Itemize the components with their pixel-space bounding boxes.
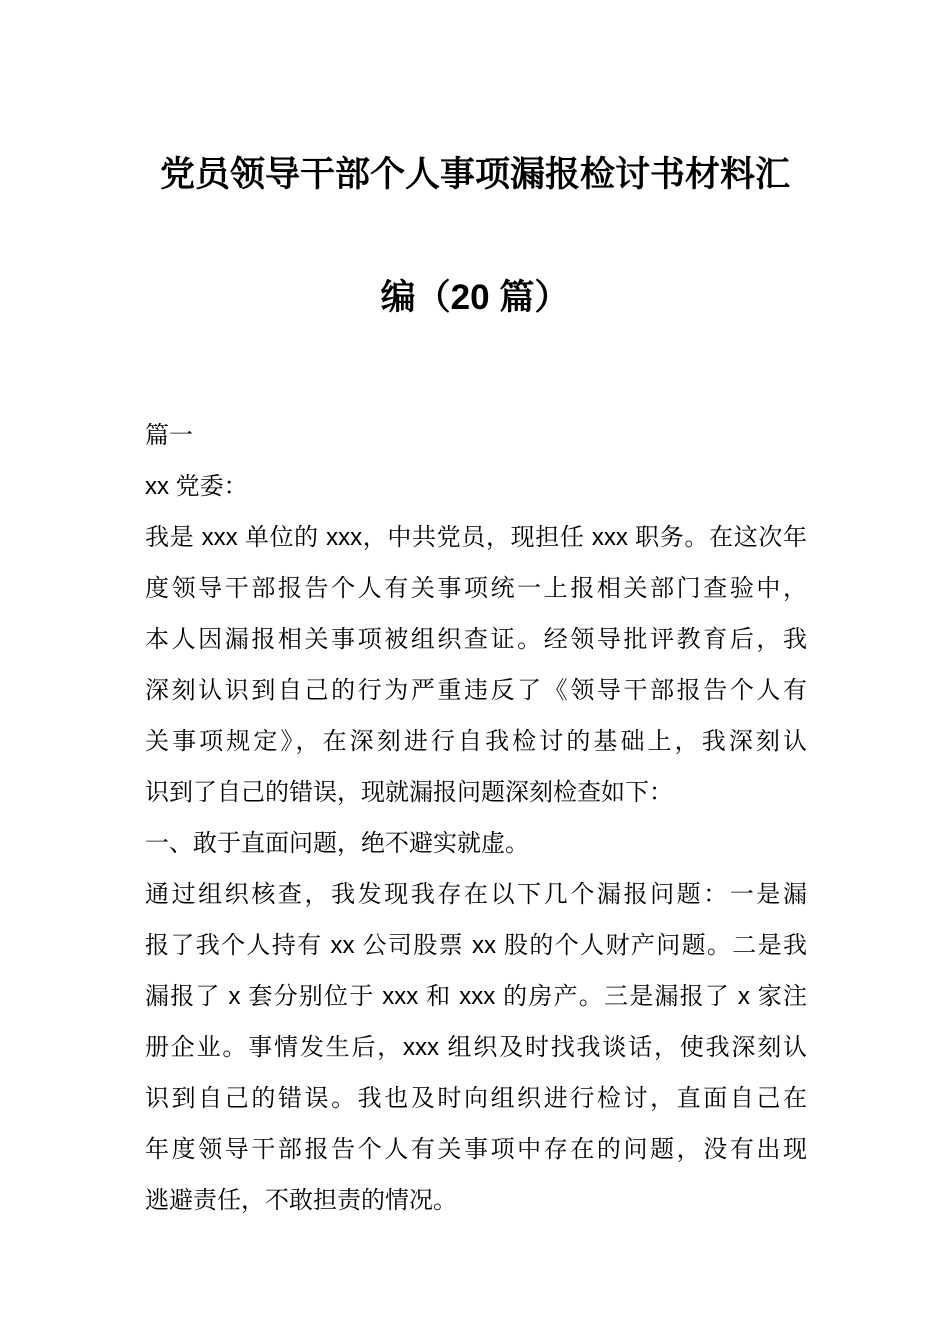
body-line: 篇一 [145, 422, 193, 449]
body-line: 我是 xxx 单位的 xxx，中共党员，现担任 xxx 职务。在这次年 [145, 524, 807, 551]
body-line: 逃避责任，不敢担责的情况。 [145, 1187, 457, 1214]
body-line: 本人因漏报相关事项被组织查证。经领导批评教育后，我 [145, 626, 807, 653]
body-line: 一、敢于直面问题，绝不避实就虚。 [145, 830, 529, 857]
body-line: 度领导干部报告个人有关事项统一上报相关部门查验中， [145, 575, 807, 602]
body-line: 识到了自己的错误，现就漏报问题深刻检查如下： [145, 779, 673, 806]
body-line: 册企业。事情发生后，xxx 组织及时找我谈话，使我深刻认 [145, 1034, 807, 1061]
document-title [0, 113, 950, 359]
body-line: 通过组织核查，我发现我存在以下几个漏报问题：一是漏 [145, 881, 807, 908]
body-line: 识到自己的错误。我也及时向组织进行检讨，直面自己在 [145, 1085, 807, 1112]
body-line: 关事项规定》，在深刻进行自我检讨的基础上，我深刻认 [145, 728, 807, 755]
body-line: 深刻认识到自己的行为严重违反了《领导干部报告个人有 [145, 677, 807, 704]
body-line: 年度领导干部报告个人有关事项中存在的问题，没有出现 [145, 1136, 807, 1163]
document-title-line-2: 编（20 篇） [380, 278, 570, 317]
document-title-line-1: 党员领导干部个人事项漏报检讨书材料汇 [159, 155, 790, 194]
document-body [145, 410, 807, 1226]
body-line: xx 党委： [145, 473, 248, 500]
body-line: 报了我个人持有 xx 公司股票 xx 股的个人财产问题。二是我 [145, 932, 807, 959]
body-line: 漏报了 x 套分别位于 xxx 和 xxx 的房产。三是漏报了 x 家注 [145, 983, 807, 1010]
